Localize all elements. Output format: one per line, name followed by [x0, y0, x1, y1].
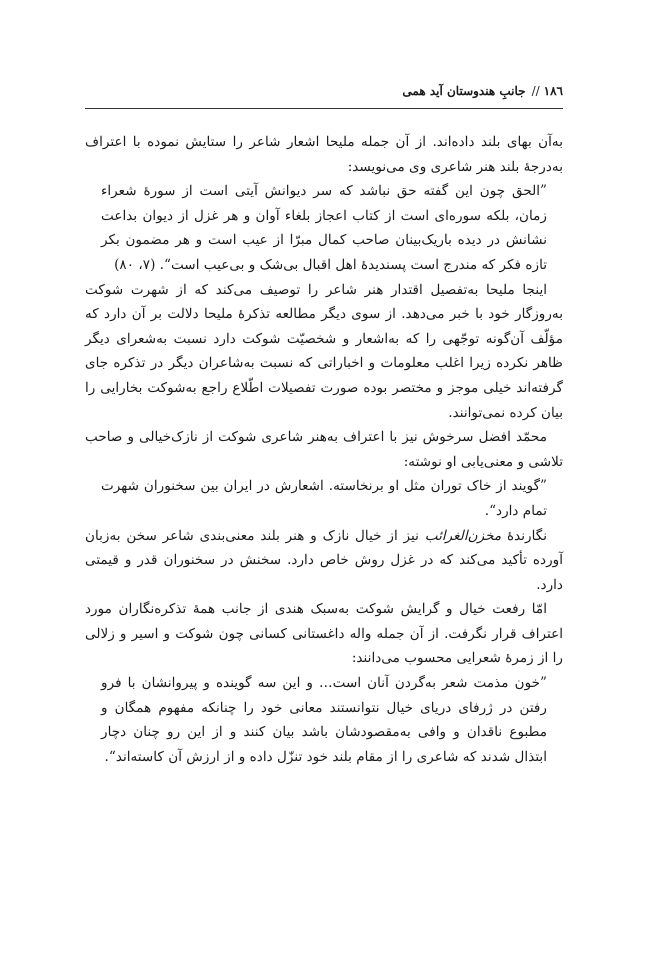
paragraph-4	[85, 524, 563, 598]
book-page	[85, 84, 563, 765]
page-number: ١٨٦	[543, 84, 563, 98]
page-body	[85, 130, 563, 769]
book-title-italic: مخزن‌الغرائب	[424, 527, 502, 544]
header-rule	[85, 108, 563, 109]
paragraph-4-rest: نیز از خیال نازک و هنر بلند معنی‌بندی شاعر سخن به‌زبان آورده تأکید می‌کند که در غزل روش خاص دارد. سخنش در سخنوران قدر و قیمتی دارد.	[85, 527, 563, 593]
header-separator: //	[531, 84, 540, 98]
quote-1: ”الحق چون این گفته حق نباشد که سر دیوانش آیتی است از سورۀ شعراء زمان، بلکه سوره‌ای است از کتاب اعجاز بلغاء آوان و هر غزل از دیوان بداعت نشانش در دیده باریک‌بینان صاحب کمال مبرّا از عیب است و هر مضمون بکر تازه فکر که مندرج است پسندیدۀ اهل اقبال بی‌شک و بی‌عیب است“. (٧، ٨٠)	[101, 183, 547, 273]
paragraph-4-lead: نگارندۀ	[501, 527, 547, 544]
paragraph-2: اینجا ملیحا به‌تفصیل اقتدار هنر شاعر را توصیف می‌کند که از شهرت شوکت به‌روزگار خود با خبر می‌دهد. از سوی دیگر مطالعه تذکرۀ ملیحا دلالت بر آن دارد که مؤلّف آن‌گونه توجّهی را که به‌اشعار و شخصیّت شوکت دارد نسبت به‌شعرای دیگر ظاهر نکرده زیرا اغلب معلومات و اخباراتی که نسبت به‌شاعران دیگر در تذکره جای گرفته‌اند خیلی موجز و مختصر بوده صورت تفصیلات اطّلاع راجع به‌شوکت بخارایی را بیان کرده نمی‌توانند.	[85, 281, 563, 421]
paragraph-3: محمّد افضل سرخوش نیز با اعتراف به‌هنر شاعری شوکت از نازک‌خیالی و صاحب تلاشی و معنی‌یابی او نوشته:	[85, 429, 563, 470]
quote-2: ”گویند از خاک توران مثل او برنخاسته. اشعارش در ایران بین سخنوران شهرت تمام دارد“.	[101, 478, 547, 519]
running-title: جانبِ هندوستان آید همی	[402, 84, 526, 98]
quote-3: ”خون مذمت شعر به‌گردن آنان است… و این سه گوینده و پیروانشان با فرو رفتن در ژرفای دریای خیال نتوانستند معانی خود را چنانکه مفهوم همگان و مطبوع ناقدان و وافی به‌مقصودشان باشد بیان کنند و از این رو چنان دچار ابتذال شدند که شاعری را از مقام بلند خود تنزّل داده و از ارزش آن کاسته‌اند“.	[101, 675, 547, 765]
running-header	[85, 84, 563, 106]
paragraph-1: به‌آن بهای بلند داده‌اند. از آن جمله ملیحا اشعار شاعر را ستایش نموده با اعتراف به‌درجۀ بلند هنر شاعری وی می‌نویسد:	[85, 134, 563, 175]
paragraph-5: امّا رفعت خیال و گرایش شوکت به‌سبک هندی از جانب همۀ تذکره‌نگاران مورد اعتراف قرار نگرفت. از آن جمله واله داغستانی کسانی چون شوکت و اسیر و زلالی را از زمرۀ شعرایی محسوب می‌دانند:	[85, 601, 563, 667]
